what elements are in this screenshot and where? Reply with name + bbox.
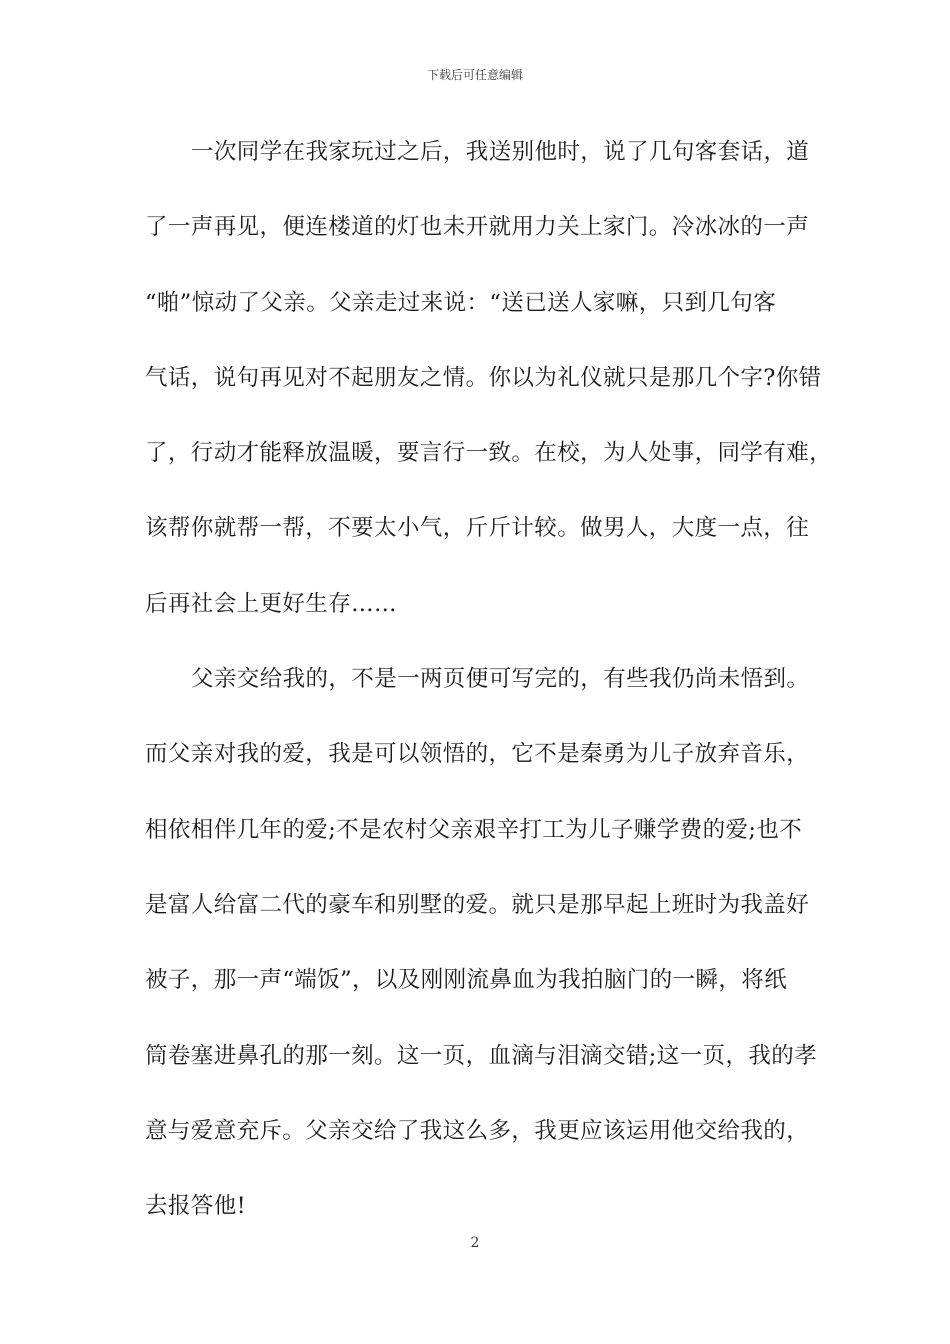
text-line: 一次同学在我家玩过之后，我送别他时，说了几句客套话，道 (191, 139, 810, 165)
page-header: 下载后可任意编辑 (426, 68, 523, 82)
text-line: 了一声再见，便连楼道的灯也未开就用力关上家门。冷冰冰的一声 (145, 214, 810, 241)
text-line: 后再社会上更好生存…… (145, 590, 397, 617)
text-line: “啪”惊动了父亲。父亲走过来说：“送已送人家嘛，只到几句客 (145, 289, 777, 316)
text-line: 筒卷塞进鼻孔的那一刻。这一页，血滴与泪滴交错;这一页，我的孝 (145, 1042, 818, 1069)
text-line: 而父亲对我的爱，我是可以领悟的，它不是秦勇为儿子放弃音乐， (145, 741, 810, 768)
text-line: 气话，说句再见对不起朋友之情。你以为礼仪就只是那几个字?你错 (145, 364, 822, 391)
text-line: 该帮你就帮一帮，不要太小气，斤斤计较。做男人，大度一点，往 (145, 515, 810, 542)
text-line: 去报答他! (145, 1193, 247, 1220)
paragraph-1 (145, 131, 833, 658)
text-line: 被子，那一声“端饭”，以及刚刚流鼻血为我拍脑门的一瞬，将纸 (145, 967, 788, 994)
text-line: 是富人给富二代的豪车和别墅的爱。就只是那早起上班时为我盖好 (145, 891, 810, 918)
document-body (145, 131, 833, 1260)
text-line: 相依相伴几年的爱;不是农村父亲艰辛打工为儿子赚学费的爱;也不 (145, 816, 803, 843)
text-line: 了，行动才能释放温暖，要言行一致。在校，为人处事，同学有难， (145, 440, 833, 467)
paragraph-2 (145, 658, 825, 1260)
page-number: 2 (470, 1235, 480, 1251)
text-line: 父亲交给我的，不是一两页便可写完的，有些我仍尚未悟到。 (191, 666, 810, 693)
text-line: 意与爱意充斥。父亲交给了我这么多，我更应该运用他交给我的， (145, 1117, 810, 1144)
